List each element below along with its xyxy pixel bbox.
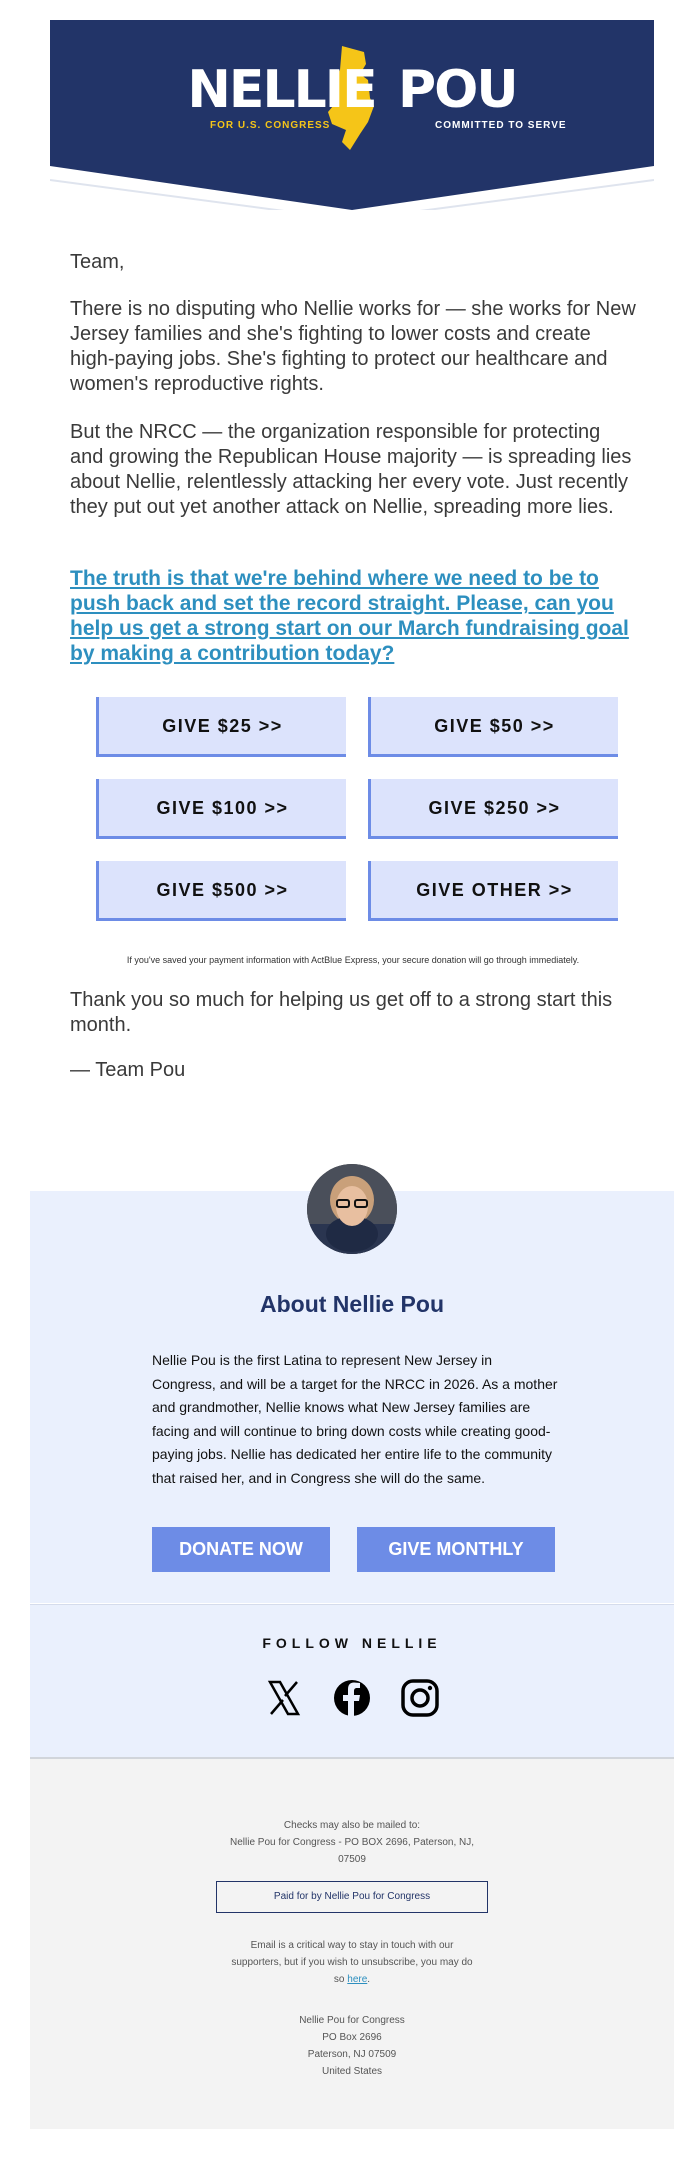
logo-last-name: POU: [398, 60, 517, 120]
give-250-button[interactable]: GIVE $250 >>: [368, 779, 618, 839]
address-line-2: PO Box 2696: [322, 2032, 382, 2043]
follow-section: [30, 1604, 674, 1760]
paid-for-disclaimer: Paid for by Nellie Pou for Congress: [216, 1881, 488, 1913]
unsubscribe-suffix: .: [367, 1974, 371, 1985]
unsubscribe-prefix: so: [333, 1974, 348, 1985]
logo-tagline-right: COMMITTED TO SERVE: [435, 120, 567, 131]
address-line-3: Paterson, NJ 07509: [307, 2049, 397, 2060]
about-title: About Nellie Pou: [260, 1291, 444, 1317]
donate-now-button[interactable]: DONATE NOW: [152, 1527, 330, 1572]
mail-line-2: Nellie Pou for Congress - PO BOX 2696, Paterson, NJ,: [230, 1837, 474, 1848]
give-500-button[interactable]: GIVE $500 >>: [96, 861, 346, 921]
mail-line-3: 07509: [338, 1854, 366, 1865]
mail-line-1: Checks may also be mailed to:: [283, 1820, 421, 1831]
give-100-button[interactable]: GIVE $100 >>: [96, 779, 346, 839]
unsubscribe-line-3: [30, 1971, 674, 1988]
campaign-logo: [50, 60, 654, 120]
thank-you-text: Thank you so much for helping us get off to a strong start this month.: [70, 989, 613, 1036]
facebook-icon[interactable]: [332, 1678, 372, 1718]
logo-tagline-left: FOR U.S. CONGRESS: [210, 120, 331, 131]
address-line-4: United States: [321, 2066, 383, 2077]
footer: [30, 1759, 674, 2129]
email-paragraph-1: There is no disputing who Nellie works for — she works for New Jersey families and she's fighting to lower costs and create high-paying jobs. She's fighting to protect our healthcare and women's reproductive rights.: [70, 298, 636, 395]
give-50-button[interactable]: GIVE $50 >>: [368, 697, 618, 757]
email-paragraph-2: But the NRCC — the organization responsible for protecting and growing the Republican House majority — is spreading lies about Nellie, relentlessly attacking her every vote. Just recently they put out yet another attack on Nellie, spreading more lies.: [70, 421, 632, 518]
unsubscribe-link[interactable]: here: [347, 1974, 368, 1985]
about-text: Nellie Pou is the first Latina to represent New Jersey in Congress, and will be a target for the NRCC in 2026. As a mother and grandmother, Nellie knows what New Jersey families are facing and will continue to bring down costs while creating good-paying jobs. Nellie has dedicated her entire life to the community that raised her, and in Congress she will do the same.: [152, 1352, 558, 1486]
instagram-icon[interactable]: [400, 1678, 440, 1718]
x-icon[interactable]: [264, 1678, 304, 1718]
logo-first-name: NELLIE: [187, 60, 376, 120]
actblue-note: If you've saved your payment information with ActBlue Express, your secure donation will go through immediately.: [126, 955, 580, 965]
donation-cta-link[interactable]: The truth is that we're behind where we need to be to push back and set the record straight. Please, can you help us get a strong start on our March fundraising goal by making a contribution today?: [70, 567, 629, 665]
follow-title: FOLLOW NELLIE: [262, 1635, 442, 1651]
unsubscribe-line-1: Email is a critical way to stay in touch with our: [250, 1940, 454, 1951]
avatar: [307, 1164, 397, 1254]
address-line-1: Nellie Pou for Congress: [299, 2015, 405, 2026]
header-banner: [50, 20, 654, 210]
unsubscribe-line-2: supporters, but if you wish to unsubscribe, you may do: [231, 1957, 473, 1968]
portrait-image: [307, 1164, 397, 1254]
email-greeting: Team,: [70, 251, 125, 273]
give-25-button[interactable]: GIVE $25 >>: [96, 697, 346, 757]
signature: — Team Pou: [70, 1059, 186, 1081]
give-other-button[interactable]: GIVE OTHER >>: [368, 861, 618, 921]
give-monthly-button[interactable]: GIVE MONTHLY: [357, 1527, 555, 1572]
